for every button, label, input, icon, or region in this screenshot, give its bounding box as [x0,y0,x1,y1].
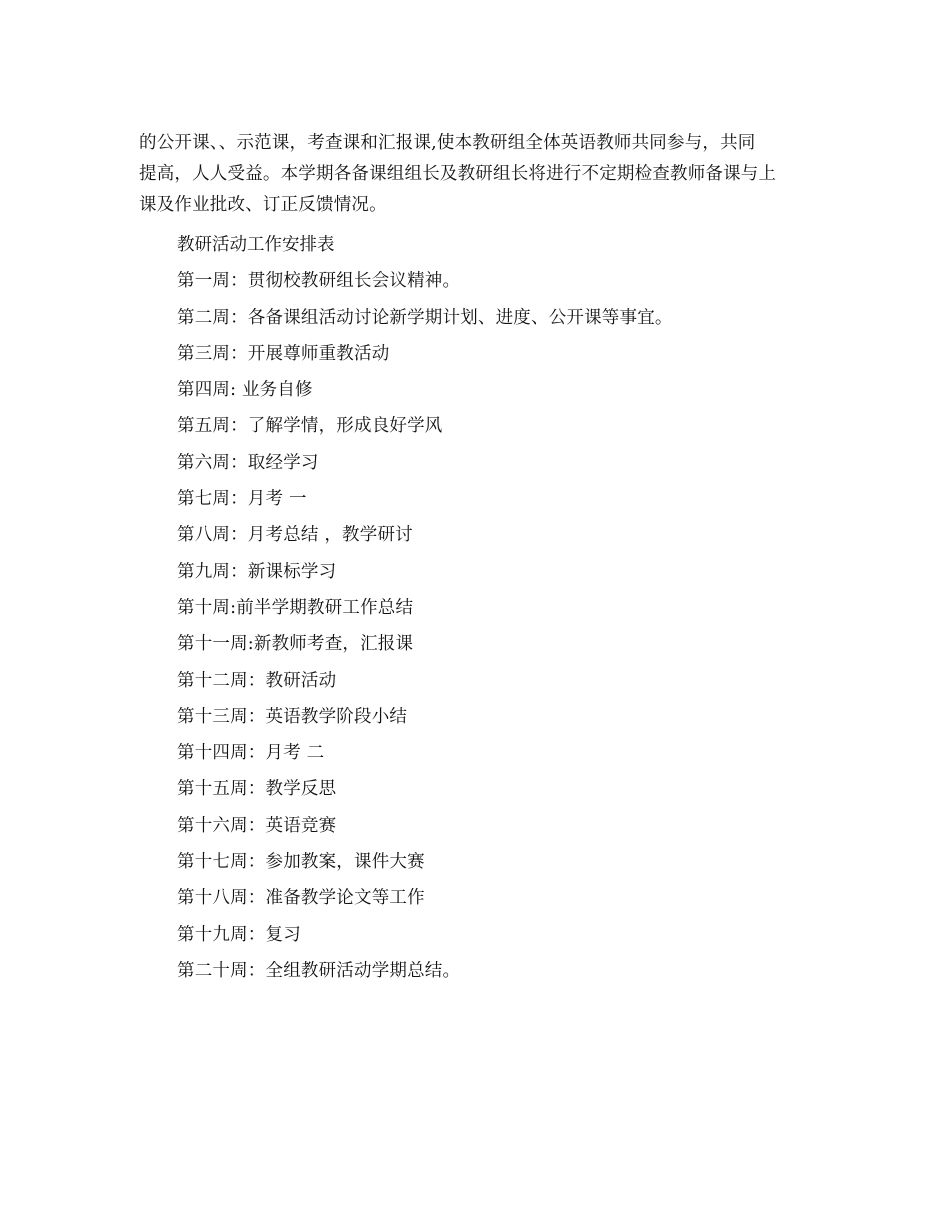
schedule-item-week-19: 第十九周：复习 [177,924,301,945]
schedule-title: 教研活动工作安排表 [177,235,335,255]
paragraph-line: 课及作业批改、订正反馈情况。 [139,195,387,215]
schedule-item-week-2: 第二周：各备课组活动讨论新学期计划、进度、公开课等事宜。 [177,307,673,328]
schedule-item-week-20: 第二十周：全组教研活动学期总结。 [177,960,461,981]
paragraph-line: 的公开课、、示范课，考查课和汇报课,使本教研组全体英语教师共同参与，共同 [139,133,756,153]
schedule-item-week-1: 第一周：贯彻校教研组长会议精神。 [177,271,461,292]
schedule-item-week-4: 第四周: 业务自修 [177,380,313,401]
schedule-list [139,263,819,989]
schedule-item-week-17: 第十七周：参加教案，课件大赛 [177,852,425,873]
schedule-item-week-15: 第十五周：教学反思 [177,779,337,800]
schedule-item-week-6: 第六周：取经学习 [177,452,319,473]
document-content [139,128,819,989]
schedule-item-week-3: 第三周：开展尊师重教活动 [177,343,390,364]
schedule-item-week-11: 第十一周:新教师考查，汇报课 [177,634,414,655]
schedule-item-week-7: 第七周：月考 一 [177,489,307,510]
schedule-item-week-8: 第八周：月考总结 ，教学研讨 [177,525,413,546]
schedule-item-week-10: 第十周:前半学期教研工作总结 [177,597,414,618]
schedule-item-week-14: 第十四周：月考 二 [177,743,325,764]
schedule-item-week-16: 第十六周：英语竞赛 [177,815,337,836]
schedule-item-week-5: 第五周：了解学情，形成良好学风 [177,416,443,437]
intro-paragraph [139,128,819,221]
schedule-item-week-9: 第九周：新课标学习 [177,561,337,582]
paragraph-line: 提高，人人受益。本学期各备课组组长及教研组长将进行不定期检查教师备课与上 [139,164,777,184]
schedule-item-week-18: 第十八周：准备教学论文等工作 [177,888,425,909]
schedule-item-week-12: 第十二周：教研活动 [177,670,337,691]
schedule-item-week-13: 第十三周：英语教学阶段小结 [177,706,408,727]
